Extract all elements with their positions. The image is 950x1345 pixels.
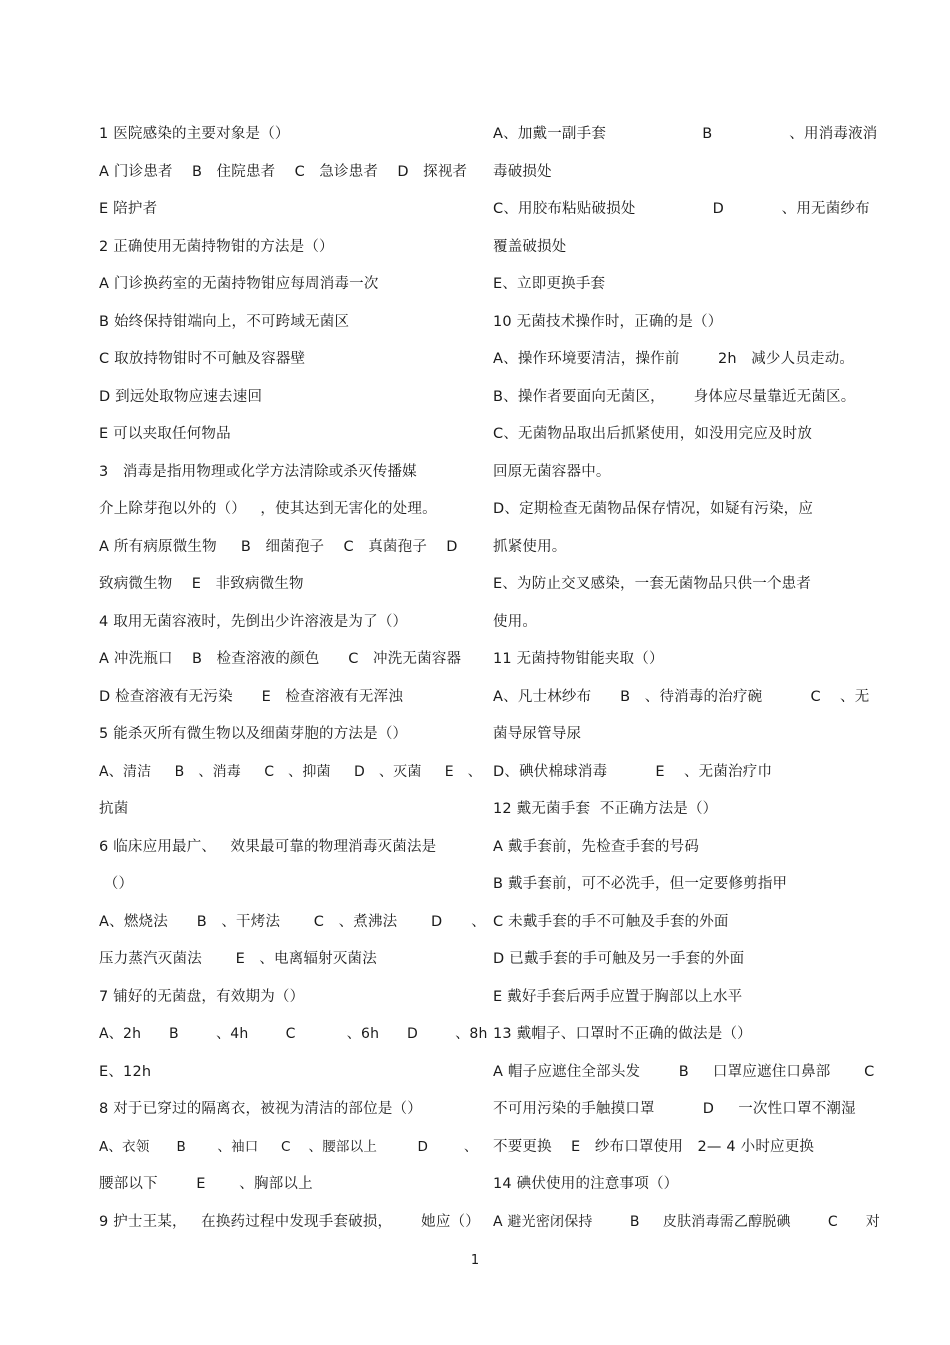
text-line: 5 能杀灭所有微生物以及细菌芽胞的方法是（） [99,726,408,742]
text-line: E、12h [99,1063,152,1080]
text-line: E 戴好手套后两手应置于胸部以上水平 [493,988,743,1005]
text-line: 抓紧使用。 [493,538,567,555]
text-line: D 检查溶液有无污染 E 检查溶液有无浑浊 [99,688,404,705]
text-line: 10 无菌技术操作时，正确的是（） [493,313,723,330]
text-line: C、用胶布粘贴破损处 D 、用无菌纱布 [493,201,870,217]
text-line: 使用。 [493,613,538,630]
text-line: 13 戴帽子、口罩时不正确的做法是（） [493,1026,752,1042]
text-line: D 已戴手套的手可触及另一手套的外面 [493,951,745,967]
text-line: A、凡士林纱布 B 、待消毒的治疗碗 C 、无 [493,688,870,705]
text-line: A 戴手套前，先检查手套的号码 [493,838,700,855]
text-line: 14 碘伏使用的注意事项（） [493,1176,679,1192]
text-line: A、清洁 B 、消毒 C 、抑菌 D 、灭菌 E 、 [99,763,482,780]
text-line: C 取放持物钳时不可触及容器壁 [99,351,306,367]
text-line: 4 取用无菌容液时，先倒出少许溶液是为了（） [99,613,408,630]
text-line: 8 对于已穿过的隔离衣，被视为清洁的部位是（） [99,1101,422,1117]
text-line: 介上除芽孢以外的（） ，使其达到无害化的处理。 [99,501,437,517]
text-line: 腰部以下 E 、胸部以上 [99,1176,313,1192]
text-line: E 可以夹取任何物品 [99,426,231,442]
text-line: A、2h B 、4h C 、6h D 、8h [99,1026,488,1042]
text-line: 毒破损处 [493,163,552,180]
text-line: 抗菌 [99,801,129,817]
text-line: 不要更换 E 纱布口罩使用 2— 4 小时应更换 [493,1138,815,1155]
text-line: D、定期检查无菌物品保存情况，如疑有污染，应 [493,501,814,517]
text-line: A、操作环境要清洁，操作前 2h 减少人员走动。 [493,351,855,367]
text-line: 3 消毒是指用物理或化学方法清除或杀灭传播媒 [99,463,417,480]
text-line: A 门诊换药室的无菌持物钳应每周消毒一次 [99,276,379,292]
text-line: A 帽子应遮住全部头发 B 口罩应遮住口鼻部 C [493,1063,875,1080]
text-line: 不可用污染的手触摸口罩 D 一次性口罩不潮湿 [493,1101,856,1117]
text-line: B 始终保持钳端向上，不可跨域无菌区 [99,313,350,330]
text-line: 致病微生物 E 非致病微生物 [99,576,304,592]
text-line: （） [99,876,134,892]
text-line: A、加戴一副手套 B 、用消毒液消 [493,126,878,142]
text-line: A 冲洗瓶口 B 检查溶液的颜色 C 冲洗无菌容器 [99,651,462,667]
text-line: 11 无菌持物钳能夹取（） [493,651,664,667]
text-line: A 所有病原微生物 B 细菌孢子 C 真菌孢子 D [99,538,458,555]
text-line: 覆盖破损处 [493,238,567,255]
text-line: C、无菌物品取出后抓紧使用，如没用完应及时放 [493,426,813,442]
text-line: D、碘伏棉球消毒 E 、无菌治疗巾 [493,763,773,780]
text-line: E 陪护者 [99,201,158,217]
text-line: 12 戴无菌手套 不正确方法是（） [493,801,718,817]
text-line: B、操作者要面向无菌区， 身体应尽量靠近无菌区。 [493,388,856,405]
text-line: D 到远处取物应速去速回 [99,388,263,405]
text-line: C 未戴手套的手不可触及手套的外面 [493,913,729,930]
text-line: A、燃烧法 B 、干烤法 C 、煮沸法 D 、 [99,913,486,930]
text-line: E、为防止交叉感染，一套无菌物品只供一个患者 [493,576,812,592]
text-line: B 戴手套前，可不必洗手，但一定要修剪指甲 [493,876,788,892]
text-line: 回原无菌容器中。 [493,463,611,480]
page-number: 1 [470,1253,480,1268]
text-line: 6 临床应用最广、 效果最可靠的物理消毒灭菌法是 [99,838,437,855]
text-line: 2 正确使用无菌持物钳的方法是（） [99,238,334,255]
text-line: 1 医院感染的主要对象是（） [99,126,290,142]
left-column [99,123,488,1248]
text-line: A 门诊患者 B 住院患者 C 急诊患者 D 探视者 [99,163,468,180]
text-line: 压力蒸汽灭菌法 E 、电离辐射灭菌法 [99,951,377,967]
text-line: 菌导尿管导尿 [493,726,582,742]
text-line: 7 铺好的无菌盘，有效期为（） [99,988,305,1005]
text-line: A 避光密闭保持 B 皮肤消毒需乙醇脱碘 C 对 [493,1213,880,1230]
text-line: A、衣领 B 、袖口 C 、腰部以上 D 、 [99,1138,478,1155]
text-line: 9 护士王某， 在换药过程中发现手套破损， 她应（） [99,1213,480,1230]
text-line: E、立即更换手套 [493,276,606,292]
right-column [493,123,880,1248]
